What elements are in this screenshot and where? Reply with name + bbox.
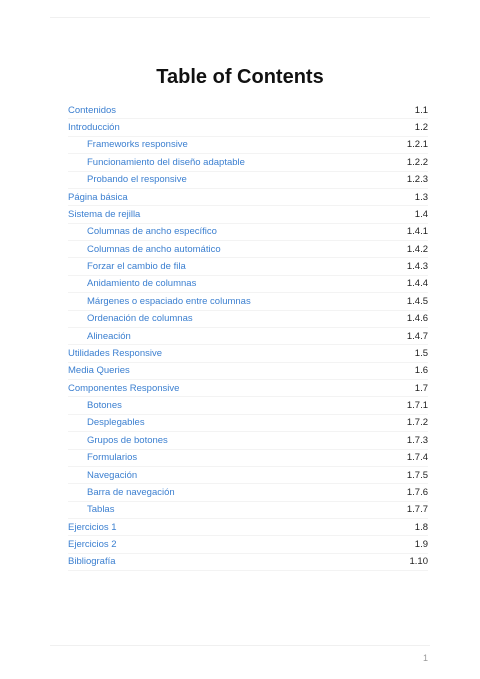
footer-divider: [50, 645, 430, 646]
toc-entry[interactable]: [68, 206, 428, 223]
toc-entry-number: 1.2.3: [406, 174, 428, 186]
toc-entry[interactable]: [68, 397, 428, 414]
toc-entry-link[interactable]: Barra de navegación: [87, 486, 175, 498]
toc-entry-number: 1.8: [414, 521, 428, 533]
toc-entry-number: 1.1: [414, 104, 428, 116]
toc-entry-link[interactable]: Frameworks responsive: [87, 139, 188, 151]
toc-entry-link[interactable]: Media Queries: [68, 365, 130, 377]
toc-entry-number: 1.10: [409, 556, 428, 568]
toc-entry-number: 1.4.6: [406, 313, 428, 325]
toc-entry-number: 1.4.7: [406, 330, 428, 342]
toc-entry-number: 1.7: [414, 382, 428, 394]
toc-entry-link[interactable]: Bibliografía: [68, 556, 116, 568]
toc-entry-number: 1.2.2: [406, 156, 428, 168]
toc-entry-link[interactable]: Columnas de ancho automático: [87, 243, 221, 255]
toc-entry-number: 1.4: [414, 208, 428, 220]
toc-entry[interactable]: [68, 363, 428, 380]
toc-entry[interactable]: [68, 502, 428, 519]
toc-entry[interactable]: [68, 450, 428, 467]
toc-entry-number: 1.4.3: [406, 261, 428, 273]
toc-entry-link[interactable]: Forzar el cambio de fila: [87, 261, 186, 273]
toc-entry-number: 1.7.5: [406, 469, 428, 481]
toc-entry-number: 1.7.3: [406, 434, 428, 446]
toc-entry[interactable]: [68, 311, 428, 328]
toc-entry-link[interactable]: Sistema de rejilla: [68, 208, 141, 220]
toc-entry-number: 1.3: [414, 191, 428, 203]
toc-entry-link[interactable]: Botones: [87, 400, 122, 412]
table-of-contents: [68, 102, 428, 571]
toc-entry-link[interactable]: Funcionamiento del diseño adaptable: [87, 156, 245, 168]
toc-entry-number: 1.7.7: [406, 504, 428, 516]
toc-entry[interactable]: [68, 432, 428, 449]
toc-entry-number: 1.9: [414, 539, 428, 551]
toc-entry-number: 1.4.1: [406, 226, 428, 238]
toc-entry[interactable]: [68, 380, 428, 397]
toc-entry-link[interactable]: Ordenación de columnas: [87, 313, 193, 325]
toc-entry-link[interactable]: Márgenes o espaciado entre columnas: [87, 295, 251, 307]
toc-entry[interactable]: [68, 415, 428, 432]
toc-entry-link[interactable]: Desplegables: [87, 417, 145, 429]
toc-entry-number: 1.4.2: [406, 243, 428, 255]
toc-entry-link[interactable]: Ejercicios 2: [68, 539, 117, 551]
toc-entry-number: 1.2.1: [406, 139, 428, 151]
toc-entry-link[interactable]: Ejercicios 1: [68, 521, 117, 533]
toc-entry-link[interactable]: Columnas de ancho específico: [87, 226, 217, 238]
toc-entry-link[interactable]: Utilidades Responsive: [68, 347, 162, 359]
toc-entry[interactable]: [68, 519, 428, 536]
toc-entry-link[interactable]: Alineación: [87, 330, 131, 342]
toc-entry[interactable]: [68, 328, 428, 345]
toc-entry-number: 1.7.6: [406, 486, 428, 498]
toc-entry[interactable]: [68, 536, 428, 553]
toc-entry[interactable]: [68, 224, 428, 241]
toc-entry[interactable]: [68, 276, 428, 293]
toc-entry-number: 1.7.2: [406, 417, 428, 429]
toc-entry[interactable]: [68, 554, 428, 571]
toc-entry-link[interactable]: Anidamiento de columnas: [87, 278, 197, 290]
toc-entry-number: 1.2: [414, 122, 428, 134]
toc-entry[interactable]: [68, 258, 428, 275]
toc-entry-number: 1.7.1: [406, 400, 428, 412]
toc-entry[interactable]: [68, 467, 428, 484]
toc-entry-link[interactable]: Contenidos: [68, 104, 117, 116]
toc-entry-link[interactable]: Navegación: [87, 469, 138, 481]
header-divider: [50, 17, 430, 18]
toc-entry-link[interactable]: Grupos de botones: [87, 434, 168, 446]
toc-entry[interactable]: [68, 293, 428, 310]
page-number: 1: [422, 653, 428, 663]
toc-entry-number: 1.7.4: [406, 452, 428, 464]
toc-entry-link[interactable]: Página básica: [68, 191, 128, 203]
toc-entry[interactable]: [68, 119, 428, 136]
toc-entry-link[interactable]: Introducción: [68, 122, 120, 134]
toc-entry[interactable]: [68, 189, 428, 206]
toc-entry-number: 1.6: [414, 365, 428, 377]
toc-entry-number: 1.5: [414, 347, 428, 359]
toc-entry-number: 1.4.5: [406, 295, 428, 307]
toc-entry[interactable]: [68, 102, 428, 119]
page-title: Table of Contents: [156, 66, 324, 88]
toc-entry-link[interactable]: Tablas: [87, 504, 115, 516]
toc-entry[interactable]: [68, 172, 428, 189]
toc-entry-link[interactable]: Probando el responsive: [87, 174, 187, 186]
toc-entry-link[interactable]: Formularios: [87, 452, 138, 464]
toc-entry[interactable]: [68, 137, 428, 154]
toc-entry[interactable]: [68, 241, 428, 258]
toc-entry[interactable]: [68, 154, 428, 171]
toc-entry[interactable]: [68, 484, 428, 501]
toc-entry-number: 1.4.4: [406, 278, 428, 290]
toc-entry[interactable]: [68, 345, 428, 362]
toc-entry-link[interactable]: Componentes Responsive: [68, 382, 180, 394]
